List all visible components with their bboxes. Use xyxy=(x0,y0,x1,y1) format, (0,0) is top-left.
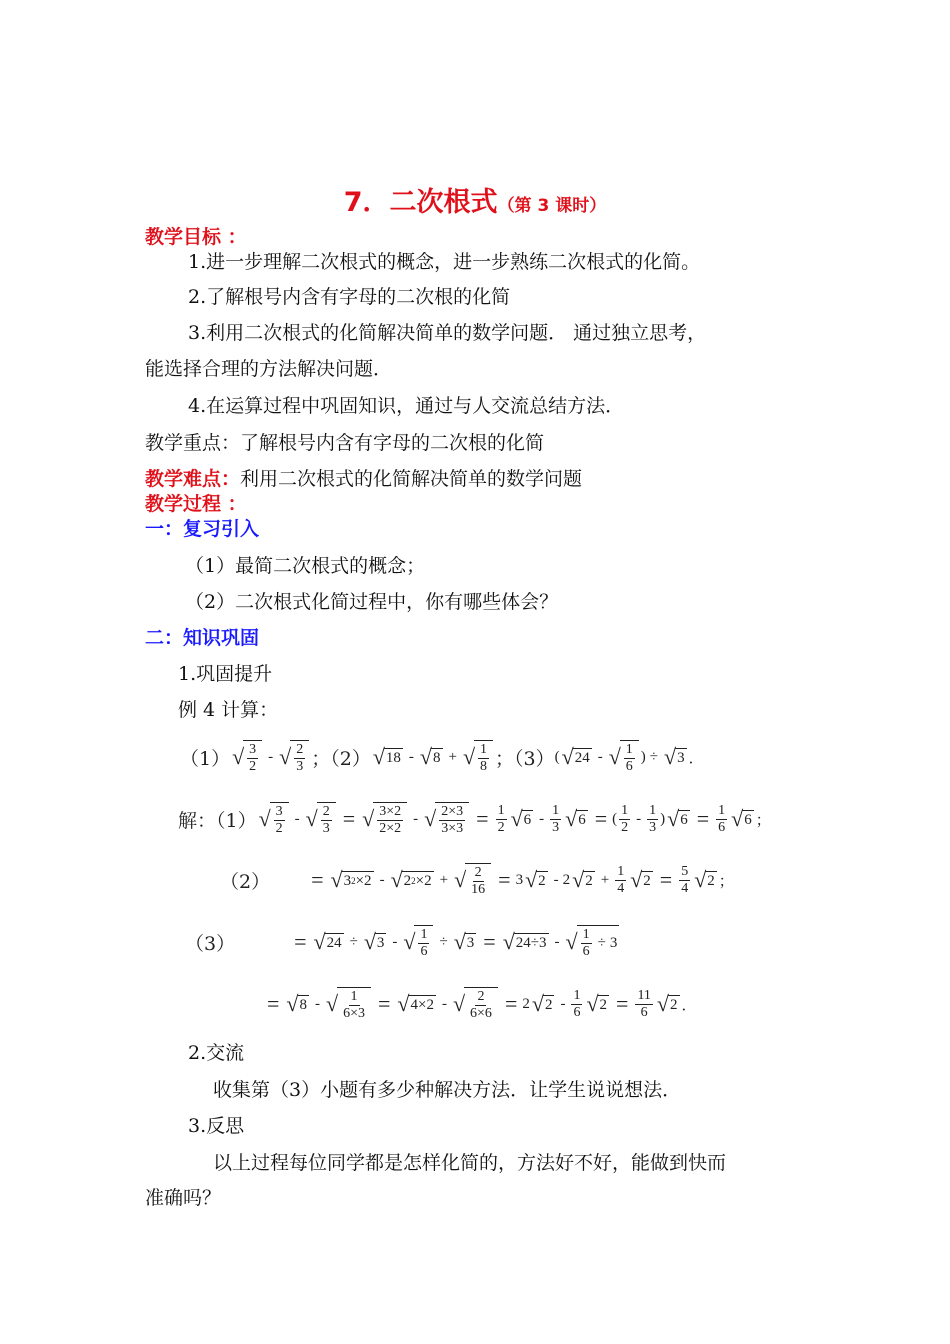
objective-item: 能选择合理的方法解决问题． xyxy=(145,358,393,380)
solution-2: （2） = √ 3 2 ×2 - √ 2 2 ×2 + √ $\frac{2}{16}$ = 3 √ 2 - 2 √ 2 + $\frac{1}{4}$ √ 2 = $\frac{5}{4}$ √ 2 ； xyxy=(220,863,734,897)
objectives-heading: 教学目标 ： xyxy=(145,226,247,248)
part2-label: （2） xyxy=(220,870,271,893)
solution-label: 解：（1） xyxy=(178,809,257,832)
difficulty-text: 利用二次根式的化简解决简单的数学问题 xyxy=(240,468,583,490)
example-label: 例 4 计算： xyxy=(178,699,279,721)
problem-label: （1） xyxy=(180,747,231,770)
example-problems: （1） √ $\frac{3}{2}$ - √ $\frac{2}{3}$ ；（2） √ 18 - √ 8 + √ $\frac{1}{8}$ ；（3） ( √ 24 - √ $\frac{1}{6}$ ) ÷ √ 3 ． xyxy=(180,741,704,774)
title-sub: （第 3 课时） xyxy=(497,196,607,216)
section1-item: （1）最简二次根式的概念； xyxy=(185,555,426,577)
solution-3a: （3） = √ 24 ÷ √ 3 - √ $\frac{1}{6}$ ÷ √ 3 = √ 24÷3 - √ $\frac{1}{6}$ ÷ 3 xyxy=(185,926,618,959)
objective-item: 4.在运算过程中巩固知识，通过与人交流总结方法． xyxy=(188,395,625,417)
objective-item: 2.了解根号内含有字母的二次根的化简 xyxy=(188,286,511,308)
section1-item: （2）二次根式化简过程中，你有哪些体会？ xyxy=(185,591,559,613)
section2-sub3: 3.反思 xyxy=(188,1115,245,1137)
section2-sub1: 1.巩固提升 xyxy=(178,663,273,685)
section2-sub2-text: 收集第（3）小题有多少种解决方法．让学生说说想法． xyxy=(213,1079,682,1101)
solution-3b: = √ 8 - √ $\frac{1}{6\times 3}$ = √ 4×2 - √ $\frac{2}{6\times 6}$ = 2 √ 2 - $\frac{1}{6}$ √ 2 = $\frac{11}{6}$ √ 2 ． xyxy=(267,987,697,1021)
section2-sub2: 2.交流 xyxy=(188,1042,245,1064)
objective-item: 1.进一步理解二次根式的概念，进一步熟练二次根式的化简。 xyxy=(188,251,701,273)
page-title xyxy=(0,180,950,219)
section2-sub3-text: 以上过程每位同学都是怎样化简的，方法好不好，能做到快而 xyxy=(213,1152,727,1174)
section2-sub3-text: 准确吗？ xyxy=(145,1187,222,1209)
problem-label: ；（2） xyxy=(311,747,371,770)
math-sqrt: √ $\frac{3}{2}$ xyxy=(232,740,262,775)
objective-item: 3.利用二次根式的化简解决简单的数学问题． 通过独立思考， xyxy=(188,322,707,344)
difficulty xyxy=(145,466,582,492)
solution-1: 解：（1） √ $\frac{3}{2}$ - √ $\frac{2}{3}$ = √ $\frac{3\times 2}{2\times 2}$ - √ $\frac{2\times 3}{3\times 3}$ = $\frac{1}{2}$ √ 6 - $\frac{1}{3}$ √ 6 = ( $\frac{1}{2}$ - $\frac{1}{3}$ ) √ 6 = $\frac{1}{6}$ √ 6 ； xyxy=(178,802,771,836)
part3-label: （3） xyxy=(185,932,236,955)
section1-heading: 一：复习引入 xyxy=(145,518,260,540)
problem-label: ；（3） xyxy=(495,747,555,770)
title-main: 7．二次根式 xyxy=(343,187,498,218)
math-sqrt: √ $\frac{2}{3}$ xyxy=(279,740,309,775)
difficulty-label: 教学难点： xyxy=(145,468,241,490)
section2-heading: 二：知识巩固 xyxy=(145,627,260,649)
process-heading: 教学过程 ： xyxy=(145,493,247,515)
key-point: 教学重点：了解根号内含有字母的二次根的化简 xyxy=(145,432,545,454)
